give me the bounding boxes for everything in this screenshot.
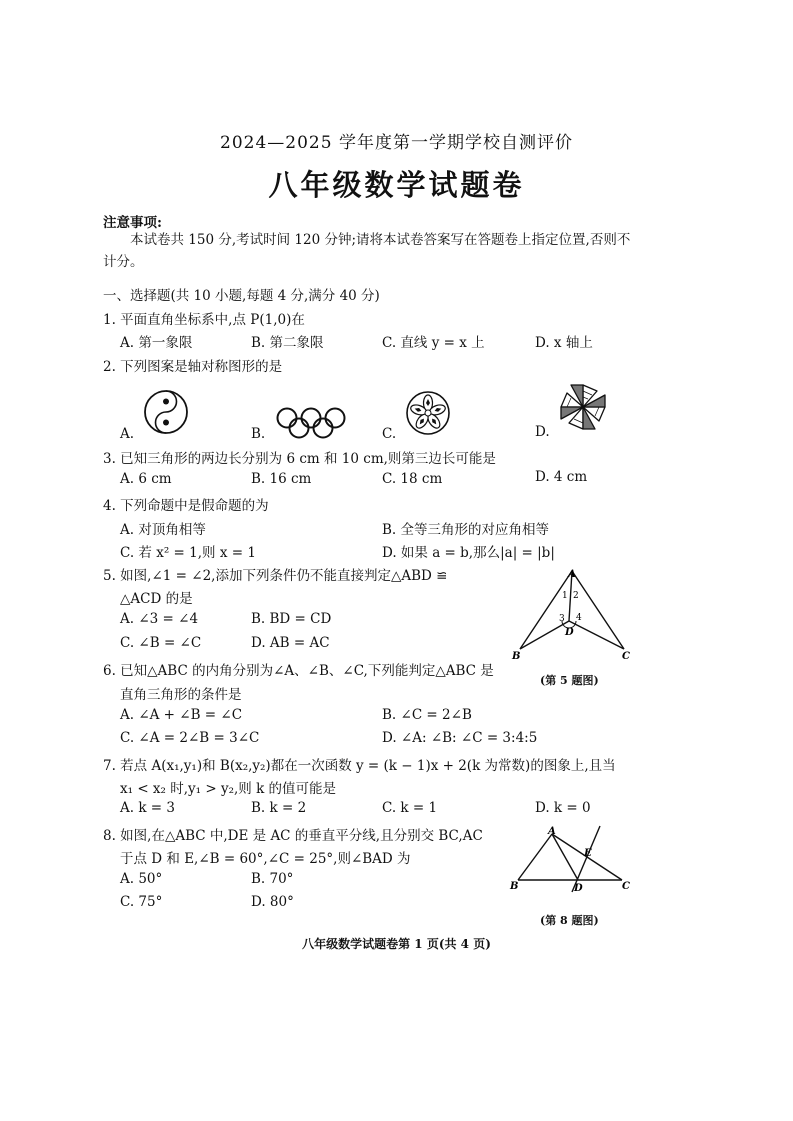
notice-heading: 注意事项: [103, 215, 162, 231]
fig5-label-3: 3 [559, 614, 565, 624]
question-2-option-b: B. [251, 426, 266, 442]
question-4-option-a: A. 对顶角相等 [120, 522, 206, 538]
flower-emblem-icon [405, 390, 451, 436]
question-5-option-d: D. AB = AC [251, 635, 330, 651]
question-6-stem-line1: 6. 已知△ABC 的内角分别为∠A、∠B、∠C,下列能判定△ABC 是 [103, 663, 494, 679]
question-8-option-c: C. 75° [120, 894, 163, 910]
question-3-option-d: D. 4 cm [535, 469, 588, 485]
fig5-label-4: 4 [576, 613, 582, 623]
question-5-option-b: B. BD = CD [251, 611, 332, 627]
question-4-option-b: B. 全等三角形的对应角相等 [382, 522, 550, 538]
question-7-option-a: A. k = 3 [120, 800, 175, 816]
question-2-option-d: D. [535, 424, 550, 440]
fig5-label-2: 2 [573, 591, 579, 601]
exam-title: 八年级数学试题卷 [268, 168, 525, 202]
question-3-option-a: A. 6 cm [120, 471, 172, 487]
fig8-label-c: C [622, 881, 630, 892]
question-4-option-d: D. 如果 a = b,那么|a| = |b| [382, 545, 555, 561]
question-8-caption: (第 8 题图) [540, 914, 599, 927]
page-footer: 八年级数学试题卷第 1 页(共 4 页) [302, 937, 491, 951]
question-8-stem-line1: 8. 如图,在△ABC 中,DE 是 AC 的垂直平分线,且分别交 BC,AC [103, 828, 483, 844]
notice-line1: 本试卷共 150 分,考试时间 120 分钟;请将本试卷答案写在答题卷上指定位置,否则不 [130, 232, 631, 248]
question-1-option-b: B. 第二象限 [251, 335, 324, 351]
question-8-option-a: A. 50° [120, 871, 163, 887]
question-3-option-c: C. 18 cm [382, 471, 443, 487]
question-7-option-b: B. k = 2 [251, 800, 307, 816]
question-4-option-c: C. 若 x² = 1,则 x = 1 [120, 545, 256, 561]
fig8-label-a: A [548, 826, 556, 837]
fig5-label-c: C [622, 651, 630, 662]
olympic-rings-icon [276, 407, 348, 439]
question-4-stem: 4. 下列命题中是假命题的为 [103, 498, 269, 514]
question-2-option-a: A. [120, 426, 135, 442]
question-1-stem: 1. 平面直角坐标系中,点 P(1,0)在 [103, 312, 305, 328]
question-6-option-d: D. ∠A: ∠B: ∠C = 3:4:5 [382, 730, 538, 746]
exam-subtitle: 2024—2025 学年度第一学期学校自测评价 [220, 133, 573, 153]
fig5-label-b: B [512, 651, 521, 662]
question-3-option-b: B. 16 cm [251, 471, 312, 487]
question-1-option-d: D. x 轴上 [535, 335, 593, 351]
question-8-option-b: B. 70° [251, 871, 294, 887]
question-6-stem-line2: 直角三角形的条件是 [120, 687, 242, 703]
question-2-option-c: C. [382, 426, 397, 442]
notice-line2: 计分。 [103, 254, 144, 270]
question-7-option-c: C. k = 1 [382, 800, 438, 816]
question-1-option-c: C. 直线 y = x 上 [382, 335, 485, 351]
question-5-figure [510, 565, 640, 665]
fig5-label-d: D [565, 627, 574, 638]
question-6-option-b: B. ∠C = 2∠B [382, 707, 472, 723]
question-5-option-a: A. ∠3 = ∠4 [120, 611, 199, 627]
pinwheel-icon [557, 381, 609, 433]
question-7-option-d: D. k = 0 [535, 800, 591, 816]
question-6-option-a: A. ∠A + ∠B = ∠C [120, 707, 243, 723]
question-8-figure [508, 822, 638, 894]
question-3-stem: 3. 已知三角形的两边长分别为 6 cm 和 10 cm,则第三边长可能是 [103, 451, 496, 467]
fig5-label-a: A [568, 569, 576, 580]
fig8-label-d: D [574, 883, 583, 894]
yin-yang-icon [143, 389, 189, 435]
question-8-option-d: D. 80° [251, 894, 294, 910]
question-5-option-c: C. ∠B = ∠C [120, 635, 202, 651]
question-6-option-c: C. ∠A = 2∠B = 3∠C [120, 730, 260, 746]
fig8-label-b: B [510, 881, 519, 892]
section-heading: 一、选择题(共 10 小题,每题 4 分,满分 40 分) [103, 288, 380, 304]
question-7-stem-line1: 7. 若点 A(x₁,y₁)和 B(x₂,y₂)都在一次函数 y = (k − 1)x + 2(k 为常数)的图象上,且当 [103, 758, 616, 774]
question-5-stem-line1: 5. 如图,∠1 = ∠2,添加下列条件仍不能直接判定△ABD ≌ [103, 568, 448, 584]
question-7-stem-line2: x₁ < x₂ 时,y₁ > y₂,则 k 的值可能是 [120, 781, 337, 797]
fig5-label-1: 1 [562, 591, 568, 601]
question-1-option-a: A. 第一象限 [120, 335, 193, 351]
question-5-stem-line2: △ACD 的是 [120, 591, 193, 607]
fig8-label-e: E [584, 848, 592, 859]
question-2-stem: 2. 下列图案是轴对称图形的是 [103, 359, 283, 375]
question-5-caption: (第 5 题图) [540, 674, 599, 687]
question-8-stem-line2: 于点 D 和 E,∠B = 60°,∠C = 25°,则∠BAD 为 [120, 851, 411, 867]
